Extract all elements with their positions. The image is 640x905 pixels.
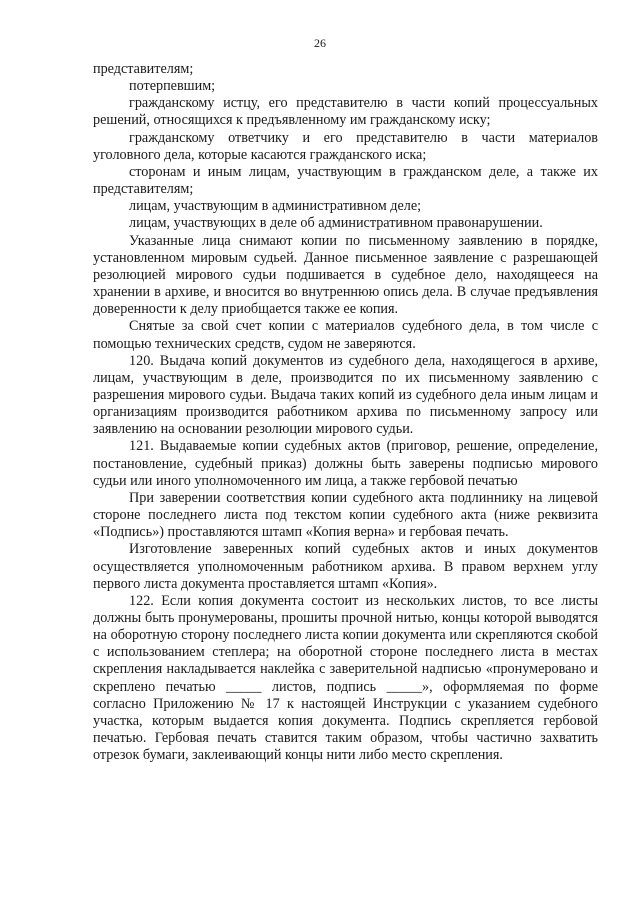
- paragraph: сторонам и иным лицам, участвующим в гражданском деле, а также их представителям;: [93, 163, 598, 198]
- document-body: [93, 61, 598, 764]
- paragraph: гражданскому ответчику и его представителю в части материалов уголовного дела, которые касаются гражданского иска;: [93, 129, 598, 163]
- paragraph: лицам, участвующим в административном деле;: [129, 198, 422, 215]
- paragraph: 121. Выдаваемые копии судебных актов (приговор, решение, определение, постановление, судебный приказ) должны быть заверены подписью мирового судьи или иного уполномоченного им лица, а также гербовой печатью: [93, 438, 598, 489]
- paragraph: представителям;: [93, 61, 194, 77]
- paragraph: 122. Если копия документа состоит из нескольких листов, то все листы должны быть пронумерованы, прошиты прочной нитью, концы которой выводятся на оборотную сторону последнего листа копии документа или скрепляются скобой с использованием степлера; на оборотной стороне последнего листа в местах скрепления накладывается наклейка с заверительной надписью «пронумеровано и скреплено печатью _____ листов, подпись _____», оформляемая по форме согласно Приложению № 17 к настоящей Инструкции с указанием судебного участка, которым выдается копия документа. Подпись скрепляется гербовой печатью. Гербовая печать ставится таким образом, чтобы частично захватить отрезок бумаги, заклеивающий концы нити либо место скрепления.: [93, 592, 598, 764]
- paragraph: потерпевшим;: [129, 78, 216, 95]
- paragraph: Снятые за свой счет копии с материалов судебного дела, в том числе с помощью технических средств, судом не заверяются.: [93, 318, 598, 352]
- paragraph: При заверении соответствия копии судебного акта подлиннику на лицевой стороне последнего листа под текстом копии судебного акта (ниже реквизита «Подпись») проставляются штамп «Копия верна» и гербовая печать.: [93, 489, 598, 541]
- page-number: 26: [314, 36, 326, 50]
- paragraph: Изготовление заверенных копий судебных актов и иных документов осуществляется уполномоченным работником архива. В правом верхнем углу первого листа документа проставляется штамп «Копия».: [93, 541, 598, 592]
- paragraph: гражданскому истцу, его представителю в части копий процессуальных решений, относящихся к предъявленному им гражданскому иску;: [93, 95, 598, 129]
- paragraph: лицам, участвующих в деле об административном правонарушении.: [129, 215, 543, 232]
- paragraph: Указанные лица снимают копии по письменному заявлению в порядке, установленном мировым судьей. Данное письменное заявление с разрешающей резолюцией мирового судьи подшивается в судебное дело, находящееся на хранении в архиве, и вносится во внутреннюю опись дела. В случае предъявления доверенности к делу приобщается также ее копия.: [93, 232, 598, 318]
- paragraph: 120. Выдача копий документов из судебного дела, находящегося в архиве, лицам, участвующим в деле, производится по их письменному заявлению с разрешения мирового судьи. Выдача таких копий из судебного дела иным лицам и организациям производится работником архива по письменному запросу или заявлению на основании резолюции мирового судьи.: [93, 352, 598, 438]
